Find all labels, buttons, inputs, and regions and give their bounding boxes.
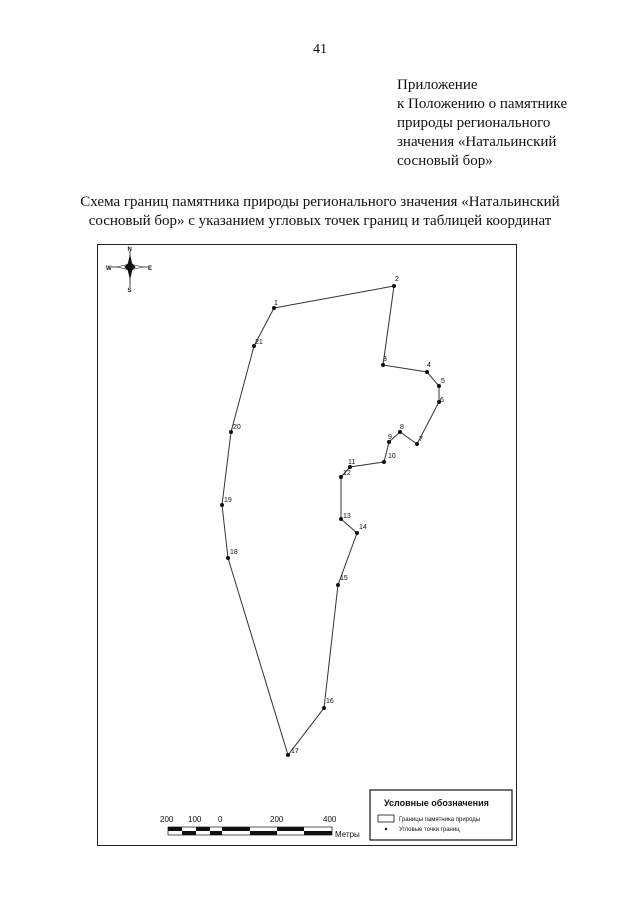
- corner-point-label: 20: [233, 424, 241, 431]
- scale-unit-label: Метры: [335, 830, 360, 839]
- corner-point-label: 12: [343, 470, 351, 477]
- legend-boundary-label: Границы памятника природы: [399, 817, 481, 823]
- corner-point-label: 15: [340, 575, 348, 582]
- corner-point: [392, 284, 396, 288]
- corner-point-label: 3: [383, 356, 387, 363]
- corner-points: [220, 284, 441, 757]
- appendix-line: значения «Натальинский: [397, 134, 557, 150]
- corner-point: [286, 753, 290, 757]
- corner-point-label: 6: [440, 397, 444, 404]
- appendix-line: к Положению о памятнике: [397, 96, 568, 112]
- page-number: 41: [313, 42, 327, 57]
- corner-point-label: 18: [230, 549, 238, 556]
- corner-point-label: 5: [441, 378, 445, 385]
- corner-point: [381, 363, 385, 367]
- corner-point-label: 8: [400, 424, 404, 431]
- corner-point-label: 21: [255, 339, 263, 346]
- corner-point-label: 16: [326, 698, 334, 705]
- corner-point: [355, 531, 359, 535]
- boundary-map: [97, 244, 517, 846]
- corner-point-label: 4: [427, 362, 431, 369]
- compass-east-label: E: [148, 266, 153, 272]
- compass-north-label: N: [127, 247, 132, 253]
- corner-point-label: 13: [343, 513, 351, 520]
- scheme-title-line: сосновый бор» с указанием угловых точек границ и таблицей координат: [88, 213, 552, 229]
- scale-bar: [160, 815, 360, 839]
- corner-point-label: 10: [388, 453, 396, 460]
- appendix-line: сосновый бор»: [397, 153, 493, 169]
- map-canvas: [98, 245, 516, 845]
- corner-point-label: 7: [419, 436, 423, 443]
- compass-west-label: W: [106, 266, 112, 272]
- scheme-title-line: Схема границ памятника природы регионального значения «Натальинский: [80, 194, 560, 210]
- corner-point-label: 14: [359, 524, 367, 531]
- legend-title: Условные обозначения: [384, 798, 489, 808]
- scale-tick-label: 200: [160, 815, 174, 824]
- corner-point: [336, 583, 340, 587]
- boundary-polygon: [222, 286, 439, 755]
- appendix-note: [397, 76, 567, 171]
- corner-point-label: 11: [348, 459, 356, 466]
- scale-tick-label: 0: [218, 815, 223, 824]
- corner-point-label: 19: [224, 497, 232, 504]
- appendix-line: Приложение: [397, 77, 478, 93]
- legend-points-label: Угловые точки границ: [399, 827, 460, 833]
- scale-tick-label: 100: [188, 815, 202, 824]
- scale-tick-label: 200: [270, 815, 284, 824]
- scheme-title: [60, 193, 580, 231]
- scale-tick-label: 400: [323, 815, 337, 824]
- corner-point: [425, 370, 429, 374]
- corner-point: [322, 706, 326, 710]
- legend: [370, 790, 512, 840]
- compass-rose-icon: [106, 247, 152, 294]
- appendix-line: природы регионального: [397, 115, 551, 131]
- corner-point-label: 2: [395, 276, 399, 283]
- compass-south-label: S: [127, 288, 132, 294]
- corner-point-label: 17: [291, 748, 299, 755]
- corner-point: [382, 460, 386, 464]
- corner-point: [226, 556, 230, 560]
- corner-point-label: 1: [274, 300, 278, 307]
- corner-point-label: 9: [388, 434, 392, 441]
- corner-point-labels: [224, 276, 445, 755]
